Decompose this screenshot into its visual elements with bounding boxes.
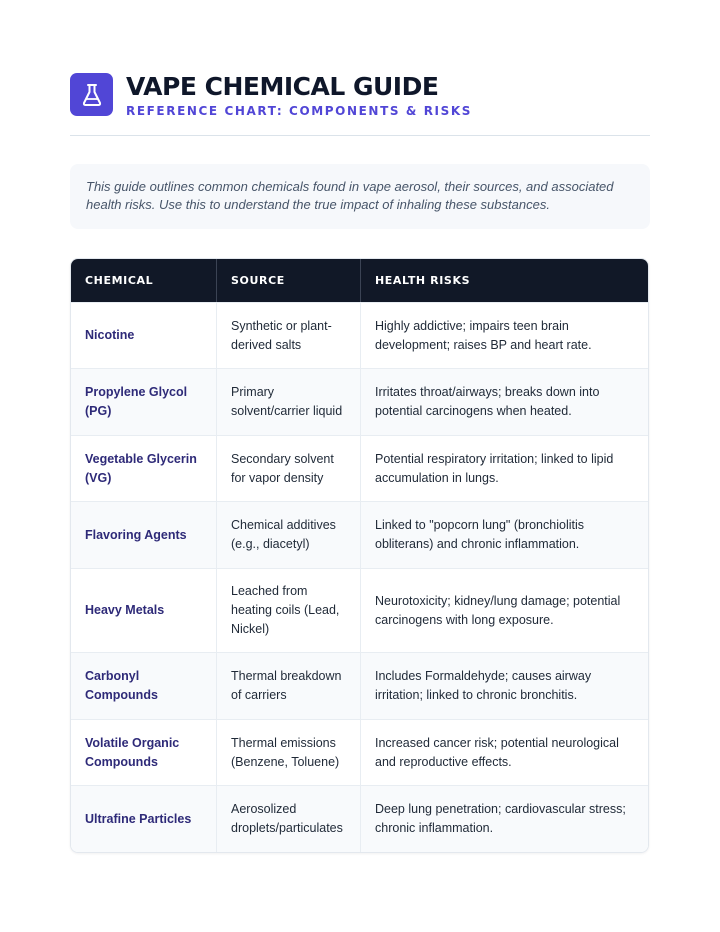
- chemical-cell: Carbonyl Compounds: [85, 669, 158, 702]
- page-title: VAPE CHEMICAL GUIDE: [126, 72, 439, 101]
- source-cell: Aerosolized droplets/particulates: [216, 786, 360, 852]
- chemical-cell: Ultrafine Particles: [85, 811, 192, 826]
- risks-cell: Deep lung penetration; cardiovascular stress; chronic inflammation.: [360, 786, 648, 852]
- chemical-cell: Vegetable Glycerin (VG): [85, 451, 197, 485]
- risks-cell: Linked to "popcorn lung" (bronchiolitis obliterans) and chronic inflammation.: [360, 502, 648, 568]
- risks-cell: Irritates throat/airways; breaks down into potential carcinogens when heated.: [360, 369, 648, 435]
- source-cell: Leached from heating coils (Lead, Nickel): [216, 569, 360, 652]
- risks-cell: Includes Formaldehyde; causes airway irritation; linked to chronic bronchitis.: [360, 653, 648, 719]
- table-row: [71, 435, 648, 501]
- source-cell: Primary solvent/carrier liquid: [216, 369, 360, 435]
- page-subtitle: REFERENCE CHART: COMPONENTS & RISKS: [126, 104, 473, 118]
- chemical-cell: Volatile Organic Compounds: [85, 735, 180, 769]
- column-header-chemical: CHEMICAL: [85, 274, 154, 287]
- risks-cell: Potential respiratory irritation; linked to lipid accumulation in lungs.: [360, 436, 648, 501]
- column-header-source: SOURCE: [216, 259, 360, 302]
- column-header-health-risks: HEALTH RISKS: [360, 259, 648, 302]
- table-header: [71, 259, 648, 302]
- chemical-table: [70, 258, 649, 853]
- flask-icon: [70, 73, 113, 116]
- source-cell: Thermal emissions (Benzene, Toluene): [216, 720, 360, 785]
- table-row: [71, 368, 648, 435]
- intro-text: This guide outlines common chemicals found in vape aerosol, their sources, and associated health risks. Use this to understand the true impact of inhaling these substances.: [70, 164, 650, 229]
- table-row: [71, 568, 648, 652]
- chemical-cell: Nicotine: [85, 328, 135, 342]
- chemical-cell: Propylene Glycol (PG): [85, 385, 188, 418]
- table-row: [71, 785, 648, 852]
- risks-cell: Neurotoxicity; kidney/lung damage; potential carcinogens with long exposure.: [360, 569, 648, 652]
- source-cell: Chemical additives (e.g., diacetyl): [216, 502, 360, 568]
- risks-cell: Highly addictive; impairs teen brain development; raises BP and heart rate.: [360, 303, 648, 368]
- table-row: [71, 652, 648, 719]
- table-row: [71, 719, 648, 785]
- chemical-cell: Flavoring Agents: [85, 527, 187, 542]
- risks-cell: Increased cancer risk; potential neurological and reproductive effects.: [360, 720, 648, 785]
- source-cell: Secondary solvent for vapor density: [216, 436, 360, 501]
- table-row: [71, 501, 648, 568]
- table-row: [71, 302, 648, 368]
- chemical-cell: Heavy Metals: [85, 603, 165, 617]
- page-header: [70, 72, 650, 136]
- source-cell: Synthetic or plant-derived salts: [216, 303, 360, 368]
- source-cell: Thermal breakdown of carriers: [216, 653, 360, 719]
